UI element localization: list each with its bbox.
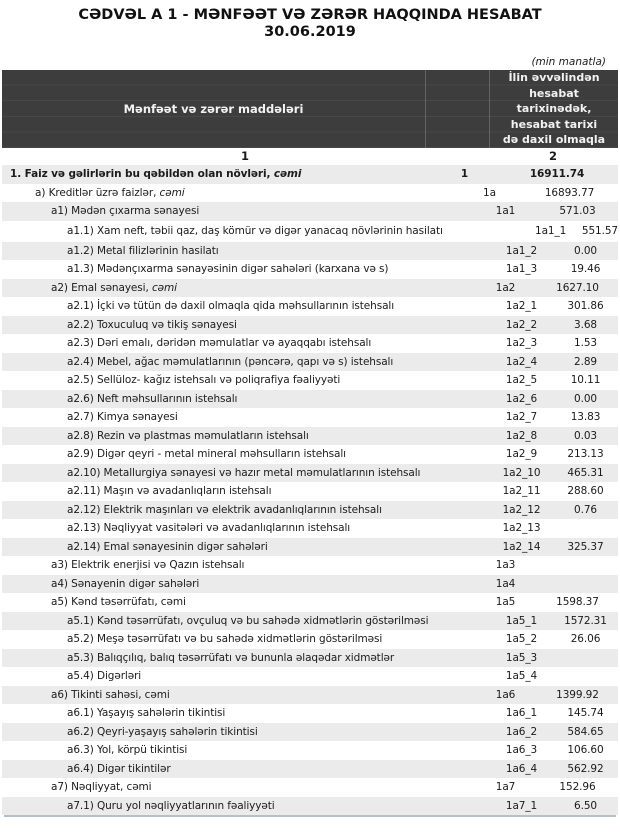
row-label <box>2 334 490 353</box>
numbering-row <box>2 148 618 165</box>
row-label <box>2 778 474 797</box>
row-code: 1a2_10 <box>502 466 541 479</box>
row-code: 1a2 <box>495 281 516 294</box>
row-label <box>2 538 490 557</box>
row-label-text: a6.1) Yaşayış sahələrin tikintisi <box>67 707 226 720</box>
row-value: 1399.92 <box>556 688 599 701</box>
table-row <box>2 575 618 594</box>
row-value: 2.89 <box>574 355 597 368</box>
row-label-text: a2.10) Metallurgiya sənayesi və hazır metal məmulatlarının istehsalı <box>67 466 421 479</box>
row-label-text: a5.1) Kənd təsərrüfatı, ovçuluq və bu sahədə xidmətlərin göstərilməsi <box>67 614 429 627</box>
row-label-text: a2.1) İçki və tütün də daxil olmaqla qida məhsullarının istehsalı <box>67 300 395 313</box>
row-label-text: a2.5) Sellüloz- kağız istehsalı və poliqrafiya fəaliyyəti <box>67 374 341 387</box>
row-code: 1a2_11 <box>502 485 541 498</box>
table-row <box>2 612 618 631</box>
row-label <box>2 221 519 242</box>
row-label <box>2 279 474 298</box>
row-value: 19.46 <box>570 263 601 276</box>
table-row <box>2 334 618 353</box>
row-label <box>2 165 433 184</box>
row-code: 1a2_7 <box>505 411 538 424</box>
row-label-text: a7) Nəqliyyat, cəmi <box>51 781 152 794</box>
row-label-text: a7.1) Quru yol nəqliyyatlarının fəaliyyəti <box>67 799 275 812</box>
table-row <box>2 556 618 575</box>
table-row <box>2 667 618 686</box>
table-row <box>2 165 618 184</box>
row-label <box>2 464 490 483</box>
row-code: 1a2_3 <box>505 337 538 350</box>
row-label <box>2 760 490 779</box>
row-label <box>2 501 490 520</box>
row-code: 1a5 <box>495 596 516 609</box>
row-label-text: a1.1) Xam neft, təbii qaz, daş kömür və digər yanacaq növlərinin hasilatı <box>67 224 443 237</box>
row-code: 1a5_4 <box>505 670 538 683</box>
row-label-text: a2.9) Digər qeyri - metal mineral məhsulların istehsalı <box>67 448 346 461</box>
table-row <box>2 538 618 557</box>
row-label-text: a5.3) Balıqçılıq, balıq təsərrüfatı və bununla əlaqədar xidmətlər <box>67 651 395 664</box>
row-label <box>2 316 490 335</box>
row-label <box>2 723 490 742</box>
row-label-text: a1.3) Mədənçıxarma sənayəsinin digər sahələri (karxana və s) <box>67 263 389 276</box>
table-row <box>2 797 618 816</box>
row-code: 1a2_2 <box>505 318 538 331</box>
table-row <box>2 501 618 520</box>
row-label-text: a4) Sənayenin digər sahələri <box>51 577 200 590</box>
header-period-label <box>489 70 618 148</box>
row-label <box>2 242 490 261</box>
row-code: 1a2_1 <box>505 300 538 313</box>
row-label-text: a) Kreditlər üzrə faizlər, <box>35 186 160 199</box>
row-value: 26.06 <box>570 633 601 646</box>
header-items-label: Mənfəət və zərər maddələri <box>123 102 304 116</box>
row-code: 1a2_9 <box>505 448 538 461</box>
row-label <box>2 427 490 446</box>
row-label-text: a1) Mədən çıxarma sənayesi <box>51 205 200 217</box>
row-code: 1a2_14 <box>502 540 541 553</box>
row-label <box>2 371 490 390</box>
table-row <box>2 316 618 335</box>
table-row <box>2 353 618 372</box>
table-row <box>2 649 618 668</box>
row-label-text: a2) Emal sənayesi, <box>51 281 152 294</box>
row-value <box>537 575 618 594</box>
row-label <box>2 390 490 409</box>
table-row <box>2 593 618 612</box>
unit-note: (min manatla) <box>531 56 606 68</box>
table-bottom-edge <box>4 815 616 817</box>
row-code: 1a5_2 <box>505 633 538 646</box>
row-code: 1a5_3 <box>505 651 538 664</box>
row-value: 562.92 <box>567 762 604 775</box>
row-label <box>2 556 474 575</box>
table-header <box>2 70 618 148</box>
row-label <box>2 704 490 723</box>
row-label-text: a2.11) Maşın və avadanlıqların istehsalı <box>67 485 272 498</box>
row-code: 1a2_13 <box>502 522 541 535</box>
row-code: 1a1 <box>495 205 516 217</box>
row-code: 1a2_5 <box>505 374 538 387</box>
row-code: 1a1_3 <box>505 263 538 276</box>
row-label-text: a5.4) Digərləri <box>67 670 142 683</box>
row-label-text: a2.2) Toxuculuq və tikiş sənayesi <box>67 318 237 331</box>
row-label-text: a2.14) Emal sənayesinin digər sahələri <box>67 540 268 553</box>
header-code-cell <box>425 70 489 148</box>
table-row <box>2 760 618 779</box>
report-date: 30.06.2019 <box>264 24 356 40</box>
row-label <box>2 593 474 612</box>
row-value: 213.13 <box>567 448 604 461</box>
row-code: 1a6_3 <box>505 744 538 757</box>
row-value <box>537 556 618 575</box>
row-label <box>2 741 490 760</box>
row-label-text: a2.12) Elektrik maşınları və elektrik avadanlıqlarının istehsalı <box>67 503 382 516</box>
row-label-text: a3) Elektrik enerjisi və Qazın istehsalı <box>51 559 245 572</box>
row-label-text: a2.6) Neft məhsullarının istehsalı <box>67 392 238 405</box>
table-row <box>2 242 618 261</box>
table-row <box>2 723 618 742</box>
row-code: 1a3 <box>495 559 516 572</box>
table-row <box>2 297 618 316</box>
row-label <box>2 202 474 221</box>
row-code: 1a1_1 <box>535 224 567 237</box>
row-code: 1a5_1 <box>505 614 538 627</box>
table-row <box>2 741 618 760</box>
row-label <box>2 260 490 279</box>
table-row <box>2 630 618 649</box>
row-label-italic-suffix: cəmi <box>159 186 185 199</box>
row-code: 1a <box>483 186 496 199</box>
row-label-text: a1.2) Metal filizlərinin hasilatı <box>67 244 219 257</box>
row-value <box>553 519 618 538</box>
row-label-text: a2.7) Kimya sənayesi <box>67 411 178 424</box>
row-label <box>2 630 490 649</box>
row-value: 152.96 <box>559 781 596 794</box>
row-value: 145.74 <box>567 707 604 720</box>
row-value: 0.03 <box>574 429 597 442</box>
row-label <box>2 353 490 372</box>
row-label <box>2 184 458 203</box>
table-row <box>2 464 618 483</box>
row-code: 1a2_8 <box>505 429 538 442</box>
row-value <box>553 667 618 686</box>
row-label-italic-suffix: cəmi <box>151 281 177 294</box>
row-code: 1a2_6 <box>505 392 538 405</box>
header-period-text: İlin əvvəlindən hesabat tarixinədək, hesabat tarixi də daxil olmaqla <box>502 71 606 147</box>
row-value: 465.31 <box>567 466 604 479</box>
row-value: 325.37 <box>567 540 604 553</box>
page-title: CƏDVƏL A 1 - MƏNFƏƏT VƏ ZƏRƏR HAQQINDA HESABAT <box>78 7 542 23</box>
row-code: 1a7_1 <box>505 799 538 812</box>
row-label <box>2 667 490 686</box>
row-label-text: a2.4) Mebel, ağac məmulatlarının (pəncərə, qapı və s) istehsalı <box>67 355 394 368</box>
row-code: 1a6_1 <box>505 707 538 720</box>
row-label <box>2 612 490 631</box>
row-label-text: a2.8) Rezin və plastmas məmulatların istehsalı <box>67 429 309 442</box>
row-value: 10.11 <box>570 374 601 387</box>
table-row <box>2 184 618 203</box>
row-value: 0.76 <box>574 503 597 516</box>
table-row <box>2 371 618 390</box>
table-body <box>2 165 618 815</box>
row-label <box>2 408 490 427</box>
col-number-1: 1 <box>240 149 249 163</box>
row-label-text: a6) Tikinti sahəsi, cəmi <box>51 688 170 701</box>
row-label-text: a6.3) Yol, körpü tikintisi <box>67 744 188 757</box>
row-value: 1627.10 <box>556 281 599 294</box>
table-row <box>2 482 618 501</box>
row-value: 0.00 <box>574 392 597 405</box>
row-label-text: a6.4) Digər tikintilər <box>67 762 171 775</box>
row-label <box>2 519 490 538</box>
row-code: 1a2_4 <box>505 355 538 368</box>
row-code: 1a6_4 <box>505 762 538 775</box>
row-value: 3.68 <box>574 318 597 331</box>
table-row <box>2 519 618 538</box>
row-value: 13.83 <box>570 411 601 424</box>
row-value <box>553 649 618 668</box>
row-value: 571.03 <box>559 205 596 217</box>
row-value: 288.60 <box>567 485 604 498</box>
row-label <box>2 649 490 668</box>
row-code: 1 <box>460 168 469 180</box>
row-value: 1598.37 <box>556 596 599 609</box>
row-label-text: 1. Faiz və gəlirlərin bu qəbildən olan növləri, <box>10 168 274 180</box>
row-label <box>2 297 490 316</box>
col-number-2: 2 <box>548 149 557 163</box>
row-value: 1572.31 <box>564 614 607 627</box>
row-code: 1a7 <box>495 781 516 794</box>
table-row <box>2 704 618 723</box>
row-label-italic-suffix: cəmi <box>273 168 302 180</box>
table-row <box>2 408 618 427</box>
row-label <box>2 482 490 501</box>
row-value: 301.86 <box>567 300 604 313</box>
row-code: 1a6_2 <box>505 725 538 738</box>
row-code: 1a1_2 <box>505 244 538 257</box>
report-table <box>2 70 618 817</box>
report-title-block <box>0 0 620 41</box>
row-value: 584.65 <box>567 725 604 738</box>
table-row <box>2 390 618 409</box>
row-label <box>2 445 490 464</box>
row-value: 6.50 <box>574 799 597 812</box>
row-value: 16911.74 <box>529 168 585 180</box>
row-label <box>2 797 490 816</box>
row-code: 1a4 <box>495 577 516 590</box>
table-row <box>2 686 618 705</box>
table-row <box>2 427 618 446</box>
row-label-text: a2.3) Dəri emalı, dəridən məmulatlar və ayaqqabı istehsalı <box>67 337 372 350</box>
row-code: 1a2_12 <box>502 503 541 516</box>
table-row <box>2 778 618 797</box>
row-label-text: a5.2) Meşə təsərrüfatı və bu sahədə xidmətlərin göstərilməsi <box>67 633 383 646</box>
row-value: 106.60 <box>567 744 604 757</box>
row-label-text: a2.13) Nəqliyyat vasitələri və avadanlıqlarının istehsalı <box>67 522 351 535</box>
row-label-text: a5) Kənd təsərrüfatı, cəmi <box>51 596 186 609</box>
table-row <box>2 279 618 298</box>
row-label <box>2 686 474 705</box>
table-row <box>2 202 618 221</box>
row-label <box>2 575 474 594</box>
row-value: 0.00 <box>574 244 597 257</box>
row-value: 16893.77 <box>544 186 595 199</box>
table-row <box>2 221 618 242</box>
row-label-text: a6.2) Qeyri-yaşayış sahələrin tikintisi <box>67 725 258 738</box>
row-value: 551.57 <box>581 224 618 237</box>
row-value: 1.53 <box>574 337 597 350</box>
row-code: 1a6 <box>495 688 516 701</box>
table-row <box>2 260 618 279</box>
table-row <box>2 445 618 464</box>
